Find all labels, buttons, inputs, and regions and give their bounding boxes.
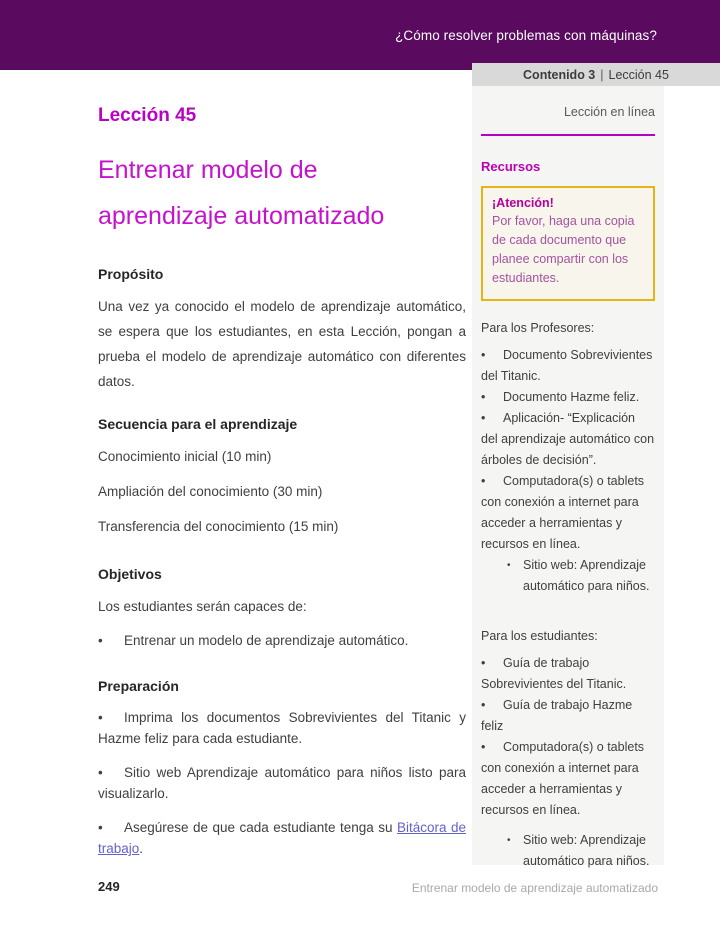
section-heading-secuencia: Secuencia para el aprendizaje	[98, 416, 298, 432]
section-heading-objetivos: Objetivos	[98, 566, 162, 582]
resources-sidebar	[472, 86, 664, 868]
sidebar-divider	[481, 134, 655, 136]
sequence-item: Ampliación del conocimiento (30 min)	[98, 484, 323, 499]
page-title-line2: aprendizaje automatizado	[98, 202, 385, 230]
list-item	[481, 408, 655, 471]
list-item-text: Computadora(s) o tablets con conexión a internet para acceder a herramientas y recursos en línea.	[481, 474, 645, 551]
bullet-icon: •	[481, 656, 486, 670]
bullet-icon: •	[481, 411, 486, 425]
main-content	[98, 86, 466, 859]
bullet-icon: •	[481, 740, 486, 754]
list-item	[481, 653, 655, 695]
breadcrumb-separator: |	[600, 67, 604, 82]
lesson-number-heading: Lección 45	[98, 105, 197, 126]
list-item-text: Guía de trabajo Hazme feliz	[481, 698, 633, 733]
sub-list-item-text: Sitio web: Aprendizaje automático para niños.	[523, 833, 650, 868]
list-item-text: Documento Hazme feliz.	[503, 390, 640, 404]
list-item-text: Sitio web Aprendizaje automático para niños listo para visualizarlo.	[98, 765, 466, 801]
list-item	[98, 817, 466, 859]
list-item-text: Documento Sobrevivientes del Titanic.	[481, 348, 653, 383]
bullet-icon: •	[507, 835, 511, 846]
proposito-paragraph: Una vez ya conocido el modelo de aprendizaje automático, se espera que los estudiantes, en esta Lección, pongan a prueba el modelo de aprendizaje automático con diferentes datos.	[98, 299, 466, 389]
banner-title: ¿Cómo resolver problemas con máquinas?	[395, 28, 657, 43]
page-number: 249	[98, 879, 120, 894]
list-item-text: Entrenar un modelo de aprendizaje automático.	[124, 633, 409, 648]
header-banner	[0, 0, 720, 70]
list-item-text: Asegúrese de que cada estudiante tenga su	[124, 820, 397, 835]
resources-heading: Recursos	[481, 159, 541, 174]
list-item	[481, 387, 655, 408]
breadcrumb-content-label: Contenido 3	[523, 67, 596, 82]
teachers-list-heading: Para los Profesores:	[481, 321, 595, 335]
sub-list-item	[507, 830, 655, 872]
bullet-icon: •	[481, 698, 486, 712]
bullet-icon: •	[98, 820, 103, 835]
students-list	[481, 653, 655, 872]
list-item	[98, 630, 466, 651]
bitacora-link[interactable]: Bitácora de trabajo	[98, 820, 466, 856]
list-item	[481, 345, 655, 387]
sub-list-item-text: Sitio web: Aprendizaje automático para niños.	[523, 558, 650, 593]
list-item	[98, 707, 466, 749]
objetivos-intro: Los estudiantes serán capaces de:	[98, 599, 307, 614]
page-title-line1: Entrenar modelo de	[98, 156, 318, 184]
list-item-text: Imprima los documentos Sobrevivientes del Titanic y Hazme feliz para cada estudiante.	[98, 710, 466, 746]
list-item-text: Aplicación- “Explicación del aprendizaje automático con árboles de decisión”.	[481, 411, 655, 467]
list-item-text: Computadora(s) o tablets con conexión a internet para acceder a herramientas y recursos en línea.	[481, 740, 645, 817]
list-item	[481, 737, 655, 821]
attention-box	[481, 186, 655, 301]
section-heading-proposito: Propósito	[98, 266, 164, 282]
attention-body: Por favor, haga una copia de cada documento que planee compartir con los estudiantes.	[492, 214, 635, 285]
bullet-icon: •	[507, 560, 511, 571]
list-item	[481, 695, 655, 737]
sequence-item: Transferencia del conocimiento (15 min)	[98, 519, 339, 534]
section-heading-preparacion: Preparación	[98, 678, 179, 694]
footer-document-title: Entrenar modelo de aprendizaje automatizado	[411, 881, 658, 895]
sequence-item: Conocimiento inicial (10 min)	[98, 449, 272, 464]
breadcrumb-lesson-label: Lección 45	[608, 67, 669, 82]
page-title	[98, 147, 466, 239]
bullet-icon: •	[98, 710, 103, 725]
bullet-icon: •	[98, 765, 103, 780]
bullet-icon: •	[481, 474, 486, 488]
bullet-icon: •	[98, 633, 103, 648]
students-list-heading: Para los estudiantes:	[481, 629, 598, 643]
list-item-text: .	[139, 841, 144, 856]
sub-list-item	[507, 555, 655, 597]
teachers-list	[481, 345, 655, 597]
list-item	[98, 762, 466, 804]
attention-title: ¡Atención!	[492, 196, 554, 210]
list-item	[481, 471, 655, 555]
list-item-text: Guía de trabajo Sobrevivientes del Titanic.	[481, 656, 627, 691]
lesson-mode-label: Lección en línea	[563, 105, 655, 119]
bullet-icon: •	[481, 348, 486, 362]
breadcrumb	[472, 63, 720, 86]
bullet-icon: •	[481, 390, 486, 404]
